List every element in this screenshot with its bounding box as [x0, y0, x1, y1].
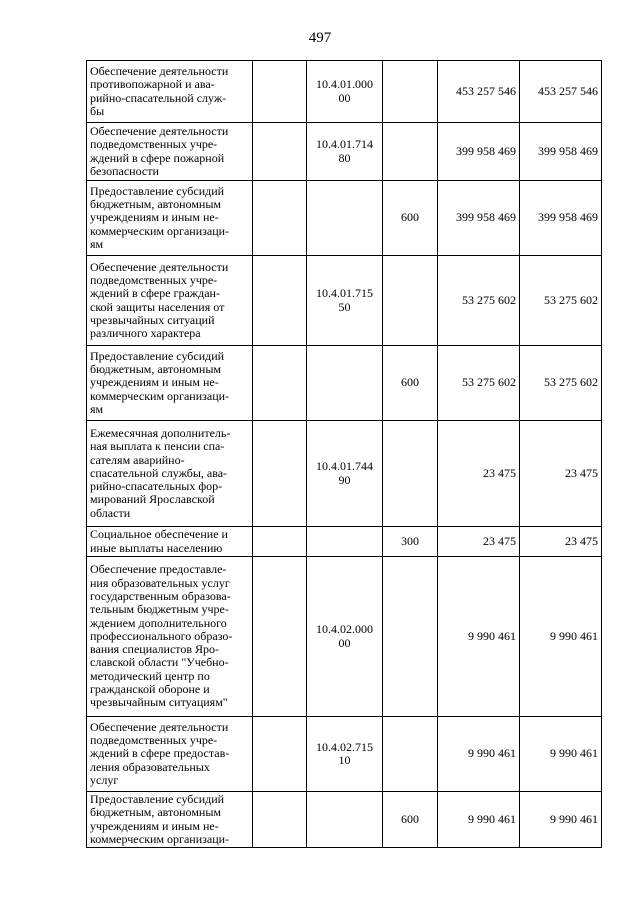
- row-code-cell: [307, 181, 383, 256]
- row-name-line: рийно-спасательных фор-: [90, 479, 223, 494]
- row-code-line: 10.4.01.744: [316, 459, 373, 474]
- row-code-cell: [307, 717, 383, 792]
- row-name-line: области: [90, 505, 131, 520]
- row-code-cell: [307, 421, 383, 527]
- row-amount-2-cell: 399 958 469: [520, 181, 602, 256]
- row-expense-type-cell: 600: [383, 792, 438, 848]
- row-expense-type-cell: [383, 123, 438, 181]
- empty-cell: [253, 717, 307, 792]
- row-name-line: учреждениям и иным не-: [90, 210, 219, 225]
- row-name-line: славской области "Учебно-: [90, 655, 229, 670]
- row-amount-2-cell: 23 475: [520, 421, 602, 527]
- row-name-cell: [87, 527, 253, 557]
- row-name-line: гражданской обороне и: [90, 682, 210, 697]
- row-name-cell: [87, 61, 253, 123]
- row-name-line: коммерческим организаци-: [90, 831, 230, 846]
- row-amount-2-cell: 453 257 546: [520, 61, 602, 123]
- row-name-line: иные выплаты населению: [90, 540, 223, 555]
- row-name-line: бюджетным, автономным: [90, 197, 221, 212]
- empty-cell: [253, 61, 307, 123]
- row-name-line: учреждениям и иным не-: [90, 818, 219, 833]
- row-name-line: коммерческим организаци-: [90, 388, 230, 403]
- row-amount-2-cell: 9 990 461: [520, 717, 602, 792]
- table-row: [87, 792, 602, 848]
- row-amount-2-cell: 399 958 469: [520, 123, 602, 181]
- row-code-line: 90: [338, 472, 351, 487]
- row-name-line: противопожарной и ава-: [90, 77, 215, 92]
- row-name-line: рийно-спасательной служ-: [90, 90, 227, 105]
- row-name-line: Обеспечение предоставле-: [90, 562, 227, 577]
- row-code-line: 50: [338, 299, 351, 314]
- row-code-line: 10.4.01.714: [316, 137, 373, 152]
- row-name-line: ждением дополнительного: [90, 615, 227, 630]
- row-name-line: ждений в сфере предостав-: [90, 746, 230, 761]
- row-name-line: спасательной службы, ава-: [90, 465, 228, 480]
- row-amount-2-cell: 53 275 602: [520, 346, 602, 421]
- row-amount-1-cell: 399 958 469: [438, 181, 520, 256]
- row-amount-1-cell: 453 257 546: [438, 61, 520, 123]
- row-expense-type-cell: [383, 421, 438, 527]
- row-code-cell: [307, 557, 383, 717]
- row-name-line: Обеспечение деятельности: [90, 63, 229, 78]
- row-name-line: ления образовательных: [90, 759, 210, 774]
- row-name-line: подведомственных учре-: [90, 137, 218, 152]
- row-name-line: чрезвычайных ситуаций: [90, 312, 215, 327]
- row-name-line: государственным образова-: [90, 588, 231, 603]
- empty-cell: [253, 792, 307, 848]
- row-expense-type-cell: 600: [383, 346, 438, 421]
- row-name-line: ям: [90, 236, 104, 251]
- row-amount-1-cell: 53 275 602: [438, 256, 520, 346]
- row-name-line: Социальное обеспечение и: [90, 527, 228, 542]
- row-code-line: 80: [338, 150, 351, 165]
- row-code-line: 10.4.02.715: [316, 739, 373, 754]
- table-row: [87, 421, 602, 527]
- row-name-cell: [87, 346, 253, 421]
- row-name-line: бы: [90, 103, 105, 118]
- row-name-cell: [87, 123, 253, 181]
- row-code-line: 10.4.01.000: [316, 77, 373, 92]
- row-name-line: вания специалистов Яро-: [90, 642, 220, 657]
- row-expense-type-cell: 300: [383, 527, 438, 557]
- row-name-cell: [87, 256, 253, 346]
- row-name-line: ждений в сфере граждан-: [90, 286, 220, 301]
- row-code-cell: [307, 527, 383, 557]
- row-amount-1-cell: 9 990 461: [438, 717, 520, 792]
- empty-cell: [253, 346, 307, 421]
- row-amount-2-cell: 53 275 602: [520, 256, 602, 346]
- empty-cell: [253, 527, 307, 557]
- row-name-line: ния образовательных услуг: [90, 575, 230, 590]
- row-name-line: ждений в сфере пожарной: [90, 150, 225, 165]
- row-name-line: ная выплата к пенсии спа-: [90, 439, 225, 454]
- row-name-line: Обеспечение деятельности: [90, 123, 229, 138]
- row-name-line: профессионального образо-: [90, 628, 233, 643]
- row-name-line: сателям аварийно-: [90, 452, 185, 467]
- row-amount-2-cell: 9 990 461: [520, 792, 602, 848]
- row-code-line: 00: [338, 90, 351, 105]
- row-code-cell: [307, 346, 383, 421]
- row-amount-1-cell: 399 958 469: [438, 123, 520, 181]
- row-code-cell: [307, 123, 383, 181]
- row-name-line: Ежемесячная дополнитель-: [90, 425, 231, 440]
- row-name-line: различного характера: [90, 326, 201, 341]
- empty-cell: [253, 181, 307, 256]
- row-amount-2-cell: 23 475: [520, 527, 602, 557]
- empty-cell: [253, 557, 307, 717]
- row-name-line: Предоставление субсидий: [90, 348, 225, 363]
- row-name-line: Обеспечение деятельности: [90, 719, 229, 734]
- row-code-line: 10: [338, 753, 351, 767]
- row-expense-type-cell: [383, 256, 438, 346]
- row-name-cell: [87, 792, 253, 848]
- empty-cell: [253, 421, 307, 527]
- row-name-line: мирований Ярославской: [90, 492, 215, 507]
- row-name-line: подведомственных учре-: [90, 733, 218, 748]
- row-amount-1-cell: 23 475: [438, 421, 520, 527]
- row-code-cell: [307, 61, 383, 123]
- row-name-line: ской защиты населения от: [90, 299, 225, 314]
- row-name-line: безопасности: [90, 163, 159, 178]
- table-row: [87, 557, 602, 717]
- row-amount-2-cell: 9 990 461: [520, 557, 602, 717]
- row-name-line: коммерческим организаци-: [90, 223, 230, 238]
- table-row: [87, 527, 602, 557]
- row-name-line: Обеспечение деятельности: [90, 259, 229, 274]
- row-amount-1-cell: 53 275 602: [438, 346, 520, 421]
- table-row: [87, 346, 602, 421]
- row-name-line: учреждениям и иным не-: [90, 375, 219, 390]
- row-name-line: бюджетным, автономным: [90, 805, 221, 820]
- budget-table: [86, 60, 602, 848]
- row-code-cell: [307, 792, 383, 848]
- row-amount-1-cell: 9 990 461: [438, 792, 520, 848]
- row-name-line: Предоставление субсидий: [90, 183, 225, 198]
- row-expense-type-cell: [383, 717, 438, 792]
- row-name-line: ям: [90, 401, 104, 416]
- budget-table-body: [87, 61, 602, 848]
- row-code-line: 00: [338, 635, 351, 650]
- row-name-cell: [87, 421, 253, 527]
- table-row: [87, 61, 602, 123]
- row-name-cell: [87, 717, 253, 792]
- row-name-line: подведомственных учре-: [90, 272, 218, 287]
- table-row: [87, 123, 602, 181]
- row-expense-type-cell: [383, 557, 438, 717]
- row-expense-type-cell: 600: [383, 181, 438, 256]
- table-row: [87, 256, 602, 346]
- row-name-line: Предоставление субсидий: [90, 792, 225, 806]
- row-name-cell: [87, 557, 253, 717]
- row-amount-1-cell: 23 475: [438, 527, 520, 557]
- row-code-line: 10.4.01.715: [316, 286, 373, 301]
- row-name-line: бюджетным, автономным: [90, 362, 221, 377]
- row-name-line: чрезвычайным ситуациям": [90, 695, 228, 710]
- table-row: [87, 717, 602, 792]
- empty-cell: [253, 123, 307, 181]
- page-number: 497: [308, 30, 332, 46]
- row-expense-type-cell: [383, 61, 438, 123]
- empty-cell: [253, 256, 307, 346]
- row-name-line: тельным бюджетным учре-: [90, 602, 229, 617]
- row-code-cell: [307, 256, 383, 346]
- row-code-line: 10.4.02.000: [316, 622, 373, 637]
- row-amount-1-cell: 9 990 461: [438, 557, 520, 717]
- table-row: [87, 181, 602, 256]
- row-name-line: услуг: [90, 772, 119, 787]
- row-name-cell: [87, 181, 253, 256]
- row-name-line: методический центр по: [90, 668, 210, 683]
